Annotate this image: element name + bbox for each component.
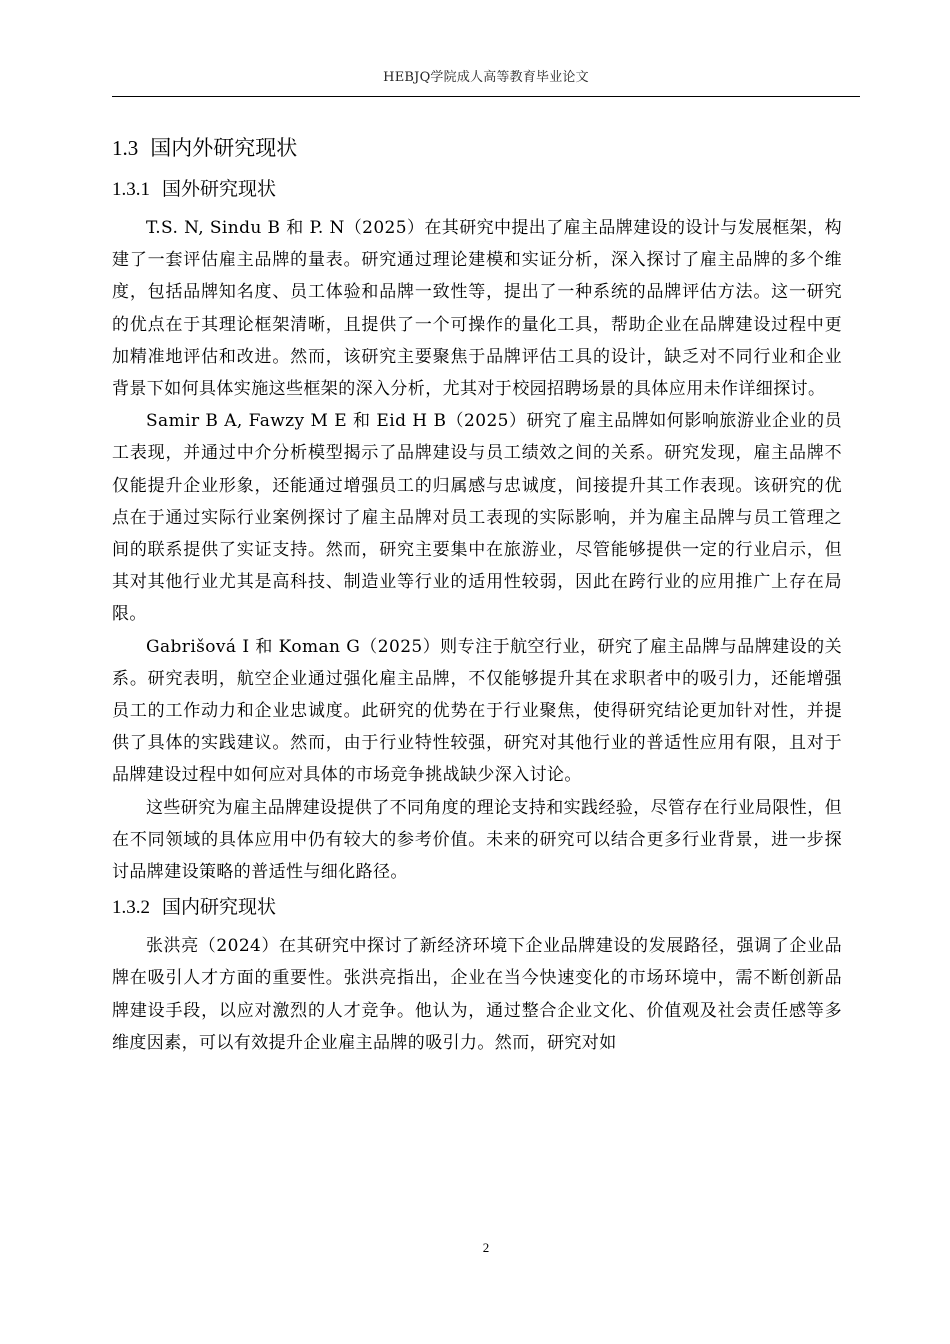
section-heading: [112, 128, 842, 170]
section-number: 1.3: [112, 136, 139, 160]
paragraph: 这些研究为雇主品牌建设提供了不同角度的理论支持和实践经验，尽管存在行业局限性，但在不同领域的具体应用中仍有较大的参考价值。未来的研究可以结合更多行业背景，进一步探讨品牌建设策略的普适性与细化路径。: [112, 797, 842, 883]
header-divider: [112, 96, 860, 97]
paragraph: Gabrišová I 和 Koman G（2025）则专注于航空行业，研究了雇主品牌与品牌建设的关系。研究表明，航空企业通过强化雇主品牌，不仅能够提升其在求职者中的吸引力，还能增强员工的工作动力和企业忠诚度。此研究的优势在于行业聚焦，使得研究结论更加针对性，并提供了具体的实践建议。然而，由于行业特性较强，研究对其他行业的普适性应用有限，且对于品牌建设过程中如何应对具体的市场竞争挑战缺少深入讨论。: [112, 636, 842, 786]
section-title: 国内外研究现状: [150, 136, 298, 160]
subsection-heading-foreign: [112, 170, 842, 212]
paragraph: T.S. N, Sindu B 和 P. N（2025）在其研究中提出了雇主品牌建设的设计与发展框架，构建了一套评估雇主品牌的量表。研究通过理论建模和实证分析，深入探讨了雇主品牌的多个维度，包括品牌知名度、员工体验和品牌一致性等，提出了一种系统的品牌评估方法。这一研究的优点在于其理论框架清晰，且提供了一个可操作的量化工具，帮助企业在品牌建设过程中更加精准地评估和改进。然而，该研究主要聚焦于品牌评估工具的设计，缺乏对不同行业和企业背景下如何具体实施这些框架的深入分析，尤其对于校园招聘场景的具体应用未作详细探讨。: [112, 218, 842, 400]
page-body: [112, 128, 842, 1059]
running-header: HEBJQ学院成人高等教育毕业论文: [383, 70, 589, 85]
subsection-number: 1.3.2: [112, 897, 150, 919]
page-number: 2: [482, 1240, 490, 1255]
paragraph: 张洪亮（2024）在其研究中探讨了新经济环境下企业品牌建设的发展路径，强调了企业品牌在吸引人才方面的重要性。张洪亮指出，企业在当今快速变化的市场环境中，需不断创新品牌建设手段，以应对激烈的人才竞争。他认为，通过整合企业文化、价值观及社会责任感等多维度因素，可以有效提升企业雇主品牌的吸引力。然而，研究对如: [112, 936, 842, 1053]
subsection-heading-domestic: [112, 888, 842, 930]
subsection-number: 1.3.1: [112, 179, 150, 200]
paragraph: Samir B A, Fawzy M E 和 Eid H B（2025）研究了雇主品牌如何影响旅游业企业的员工表现，并通过中介分析模型揭示了品牌建设与员工绩效之间的关系。研究发现，雇主品牌不仅能提升企业形象，还能通过增强员工的归属感与忠诚度，间接提升其工作表现。该研究的优点在于通过实际行业案例探讨了雇主品牌对员工表现的实际影响，并为雇主品牌与员工管理之间的联系提供了实证支持。然而，研究主要集中在旅游业，尽管能够提供一定的行业启示，但其对其他行业尤其是高科技、制造业等行业的适用性较弱，因此在跨行业的应用推广上存在局限。: [112, 411, 842, 625]
subsection-title: 国内研究现状: [162, 896, 277, 919]
subsection-title: 国外研究现状: [162, 178, 277, 200]
